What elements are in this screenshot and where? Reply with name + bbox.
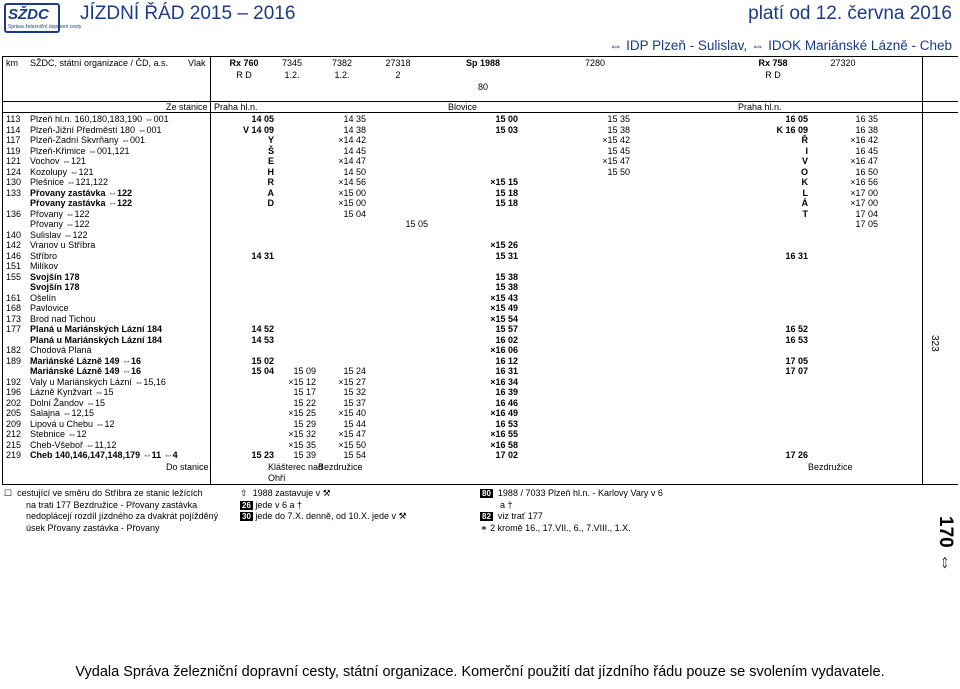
departure-time: 15 04 [251,366,274,376]
workers-icon: ⚒ [398,511,407,521]
station-km: 136 [6,208,22,219]
square-icon: ☐ [4,488,13,498]
departure-time: I [805,145,808,156]
station-km: 173 [6,313,22,324]
departure-time: 16 12 [495,355,518,366]
station-km: 124 [6,166,22,177]
station-km: 151 [6,261,22,271]
station-km: 189 [6,355,22,366]
departure-time: V 14 09 [242,124,274,135]
legend-line: 82 viz trať 177 [482,511,543,521]
route-info: ⇔ IDP Plzeň - Sulislav, ⇔ IDOK Mariánské Lázně - Cheb [608,38,952,53]
station-km: 205 [6,408,22,418]
legend-line: 80 1988 / 7033 Plzeň hl.n. - Karlovy Vary v 6 [482,488,663,498]
legend-line: ⚭ 2 kromě 16., 17.VII., 6., 7.VIII., 1.X. [480,522,631,533]
page-title: JÍZDNÍ ŘÁD 2015 – 2016 [80,3,296,24]
departure-time: 14 38 [343,124,366,135]
departure-time: 16 05 [785,114,808,124]
station-name: Sulislav ⇔122 [30,229,88,240]
station-name: Plzeň-Zadní Skvrňany ⇔001 [30,135,146,145]
departure-time: 15 35 [607,114,630,124]
operator-name: SŽDC, státní organizace / ČD, a.s. [30,58,169,68]
departure-time: 15 44 [343,418,366,429]
departure-time: ×14 47 [338,156,366,166]
departure-time: 15 18 [495,187,518,198]
departure-time: 15 39 [293,450,316,460]
station-name: Vochov ⇔121 [30,156,87,166]
departure-time: 15 24 [343,366,366,376]
departure-time: ×14 42 [338,135,366,145]
km-header: km [6,58,18,68]
legend-line: úsek Přovany zastávka - Přovany [26,522,160,533]
station-km: 140 [6,229,22,240]
departure-time: 16 39 [495,387,518,397]
departure-time: 14 31 [251,250,274,261]
train-note: 2 [395,70,401,80]
departure-time: ×16 49 [490,408,518,418]
legend-col-1 [4,488,218,534]
side-number: 323 [929,335,940,352]
departure-time: O [800,166,808,177]
departure-time: ×16 56 [850,177,878,187]
departure-time: 15 04 [343,208,366,219]
station-name: Přovany zastávka ⇔122 [30,198,133,208]
train-number: 7280 [584,58,606,68]
station-name: Mariánské Lázně 149 ⇔16 [30,366,142,376]
table-top-border [2,56,958,57]
departure-time: ×16 06 [490,345,518,355]
column-divider [210,56,211,484]
departure-time: 16 38 [855,124,878,135]
departure-time: ×16 55 [490,429,518,439]
departure-time: V [801,156,808,166]
train-number: Rx 760 [229,58,259,68]
workers-icon: ⚒ [322,488,331,498]
station-km: 192 [6,376,22,387]
station-name: Svojšín 178 [30,271,80,282]
departure-time: 15 18 [495,198,518,208]
note-badge: 26 [242,500,251,510]
station-km: 121 [6,156,22,166]
valid-from: platí od 12. června 2016 [748,3,952,24]
station-name: Vranov u Stříbra [30,240,96,250]
station-name: Přovany ⇔122 [30,219,90,229]
station-name: Plzeň-Křimice ⇔001,121 [30,145,130,156]
train-number: 27320 [830,58,856,68]
departure-time: 16 50 [855,166,878,177]
train-number: Sp 1988 [465,58,501,68]
legend-line: ☐ cestující ve směru do Stříbra ze stanic ležících [4,488,203,498]
station-name: Brod nad Tichou [30,313,96,324]
station-name: Valy u Mariánských Lázní ⇔15,16 [30,376,166,387]
logo-text: SŽDC [8,6,49,23]
table-right-border [922,56,923,484]
departure-time: L [802,187,808,198]
station-name: Přovany zastávka ⇔122 [30,187,133,198]
departure-time: ×14 56 [338,177,366,187]
departure-time: ×15 47 [602,156,630,166]
train-note-2: 80 [477,82,488,92]
departure-time: 15 29 [293,418,316,429]
departure-time: 14 52 [251,324,274,334]
departure-time: 15 02 [251,355,274,366]
from-label: Ze stanice [166,102,208,112]
departure-time: 15 00 [495,114,518,124]
station-name: Kozolupy ⇔121 [30,166,94,177]
departure-time: Á [801,198,808,208]
departure-time: ×15 26 [490,240,518,250]
station-name: Přovany ⇔122 [30,208,90,219]
departure-time: 16 31 [785,250,808,261]
footer-text: Vydala Správa železniční dopravní cesty, státní organizace. Komerční použití dat jízdního řádu pouze se svolením vydavatele. [75,664,885,680]
departure-time: 16 02 [495,334,518,345]
from-row-divider [2,112,958,113]
departure-time: 16 53 [495,418,518,429]
departure-time: 15 38 [607,124,630,135]
departure-time: ×15 12 [288,376,316,387]
departure-time: ×15 00 [338,187,366,198]
station-name: Plzeň-Jižní Předměstí 180 ⇔001 [30,124,162,135]
station-name: Svojšín 178 [30,282,80,292]
departure-time: 15 17 [293,387,316,397]
departure-time: H [267,166,274,177]
departure-time: 16 45 [855,145,878,156]
station-name: Cheb 140,146,147,148,179 ⇔11 ⇔4 [30,450,178,460]
train-number: 7345 [281,58,303,68]
departure-time: 16 31 [495,366,518,376]
departure-time: 15 32 [343,387,366,397]
station-name: Mariánské Lázně 149 ⇔16 [30,355,142,366]
departure-time: 16 35 [855,114,878,124]
station-name: Ošelín [30,292,57,303]
departure-time: ×15 00 [338,198,366,208]
departure-time: ×15 35 [288,439,316,450]
note-badge: 82 [482,512,491,521]
departure-time: ×16 58 [490,439,518,450]
station-km: 215 [6,439,22,450]
departure-time: 15 38 [495,271,518,282]
page-number: 170 ⇔ [935,516,956,572]
departure-time: 17 05 [855,219,878,229]
departure-time: Y [267,135,274,145]
departure-time: ×17 00 [850,198,878,208]
departure-time: 15 54 [343,450,366,460]
station-name: Lázně Kynžvart ⇔15 [30,387,114,397]
departure-time: ×15 42 [602,135,630,145]
station-km: 182 [6,345,22,355]
departure-time: 17 26 [785,450,808,460]
station-km: 209 [6,418,22,429]
departure-time: 16 46 [495,397,518,408]
departure-time: T [802,208,808,219]
station-km: 212 [6,429,22,439]
departure-time: 14 45 [343,145,366,156]
departure-time: K [801,177,808,187]
station-name: Lipová u Chebu ⇔12 [30,418,115,429]
departure-time: ×15 27 [338,376,366,387]
departure-time: 16 52 [785,324,808,334]
departure-time: 15 38 [495,282,518,292]
table-bottom-border [2,484,958,485]
station-km: 130 [6,177,22,187]
train-note: R D [765,70,781,80]
from-station: Praha hl.n. [738,102,782,112]
departure-time: 14 50 [343,166,366,177]
from-station: Blovice [448,102,478,112]
cross-icon: † [507,499,513,510]
departure-time: 15 03 [495,124,518,135]
departure-time: 15 22 [293,397,316,408]
departure-time: ×16 42 [850,135,878,145]
station-name: Dolní Žandov ⇔15 [30,397,106,408]
departure-time: 15 50 [607,166,630,177]
station-km: 142 [6,240,22,250]
to-label: Do stanice [166,462,209,472]
table-left-border [2,56,3,484]
departure-time: 15 09 [293,366,316,376]
departure-time: 17 02 [495,450,518,460]
rail-symbol-icon: ⇧ [240,488,248,498]
station-name: Planá u Mariánských Lázní 184 [30,324,163,334]
train-label: Vlak [188,58,206,68]
departure-time: 15 57 [495,324,518,334]
station-name: Plzeň hl.n. 160,180,183,190 ⇔001 [30,114,169,124]
station-km: 219 [6,450,22,460]
departure-time: ×15 40 [338,408,366,418]
header-divider [2,101,958,102]
station-km: 155 [6,271,22,282]
station-km: 202 [6,397,22,408]
station-name: Salajna ⇔12,15 [30,408,95,418]
to-station: Klášterec nad Ohří [268,462,324,483]
departure-time: ×15 49 [490,303,518,313]
departure-time: ×17 00 [850,187,878,198]
departure-time: R [267,177,274,187]
bike-icon: ⚭ [480,522,488,533]
station-km: 196 [6,387,22,397]
train-note: R D [236,70,252,80]
train-number: 7382 [331,58,353,68]
logo-subtext: Správa železniční dopravní cesty [8,24,82,30]
station-name: Stebnice ⇔12 [30,429,87,439]
station-km: 168 [6,303,22,313]
departure-time: 14 05 [251,114,274,124]
departure-time: 14 35 [343,114,366,124]
train-number: Rx 758 [758,58,788,68]
legend-line: 26 jede v 6 a † [242,499,302,510]
station-km: 177 [6,324,22,334]
note-badge: 80 [482,489,491,498]
train-note: 1.2. [334,70,350,80]
departure-time: 14 53 [251,334,274,345]
station-km: 119 [6,145,21,156]
departure-time: ×16 34 [490,376,518,387]
station-name: Planá u Mariánských Lázní 184 [30,334,163,345]
legend-col-3 [480,488,663,534]
departure-time: 15 23 [251,450,274,460]
departure-time: 15 05 [405,219,428,229]
legend-line: a † [500,499,513,510]
station-km: 161 [6,292,22,303]
station-name: Chodová Planá [30,345,92,355]
departure-time: ×15 47 [338,429,366,439]
departure-time: ×15 32 [288,429,316,439]
departure-time: A [267,187,274,198]
legend-line: 30 jede do 7.X. denně, od 10.X. jede v ⚒ [242,511,407,521]
station-name: Stříbro [30,250,58,261]
departure-time: ×16 47 [850,156,878,166]
departure-time: Š [267,145,274,156]
note-badge: 30 [242,512,251,521]
departure-time: 15 37 [343,397,366,408]
from-station: Praha hl.n. [214,102,258,112]
departure-time: 15 45 [607,145,630,156]
station-name: Pavlovice [30,303,69,313]
sizdc-logo [4,3,82,33]
to-station: Bezdružice [808,462,853,472]
legend-col-2 [240,488,407,523]
departure-time: ×15 43 [490,292,518,303]
departure-time: ×15 54 [490,313,518,324]
station-km: 114 [6,124,21,135]
legend-line: nedoplácejí rozdíl jízdného za dvakrát pojížděný [26,511,219,521]
legend-line: na trati 177 Bezdružice - Přovany zastávka [26,499,198,510]
departure-time: ×15 25 [288,408,316,418]
departure-time: D [267,198,274,208]
departure-time: 16 53 [785,334,808,345]
departure-time: E [267,156,274,166]
departure-time: K 16 09 [776,124,808,135]
cross-icon: † [296,499,302,510]
departure-time: ×15 15 [490,177,518,187]
departure-time: 17 07 [785,366,808,376]
station-km: 146 [6,250,22,261]
station-name: Plešnice ⇔121,122 [30,177,109,187]
station-km: 117 [6,135,21,145]
train-number: 27318 [385,58,411,68]
departure-time: 15 31 [495,250,518,261]
station-km: 133 [6,187,22,198]
station-name: Milíkov [30,261,59,271]
to-station: Bezdružice [318,462,363,472]
station-name: Cheb-Všeboř ⇔11,12 [30,439,117,450]
legend-line: ⇧ 1988 zastavuje v ⚒ [240,488,331,498]
station-km: 113 [6,114,21,124]
departure-time: 17 04 [855,208,878,219]
departure-time: ×15 50 [338,439,366,450]
train-note: 1.2. [284,70,300,80]
departure-time: 17 05 [785,355,808,366]
departure-time: Ř [801,135,808,145]
